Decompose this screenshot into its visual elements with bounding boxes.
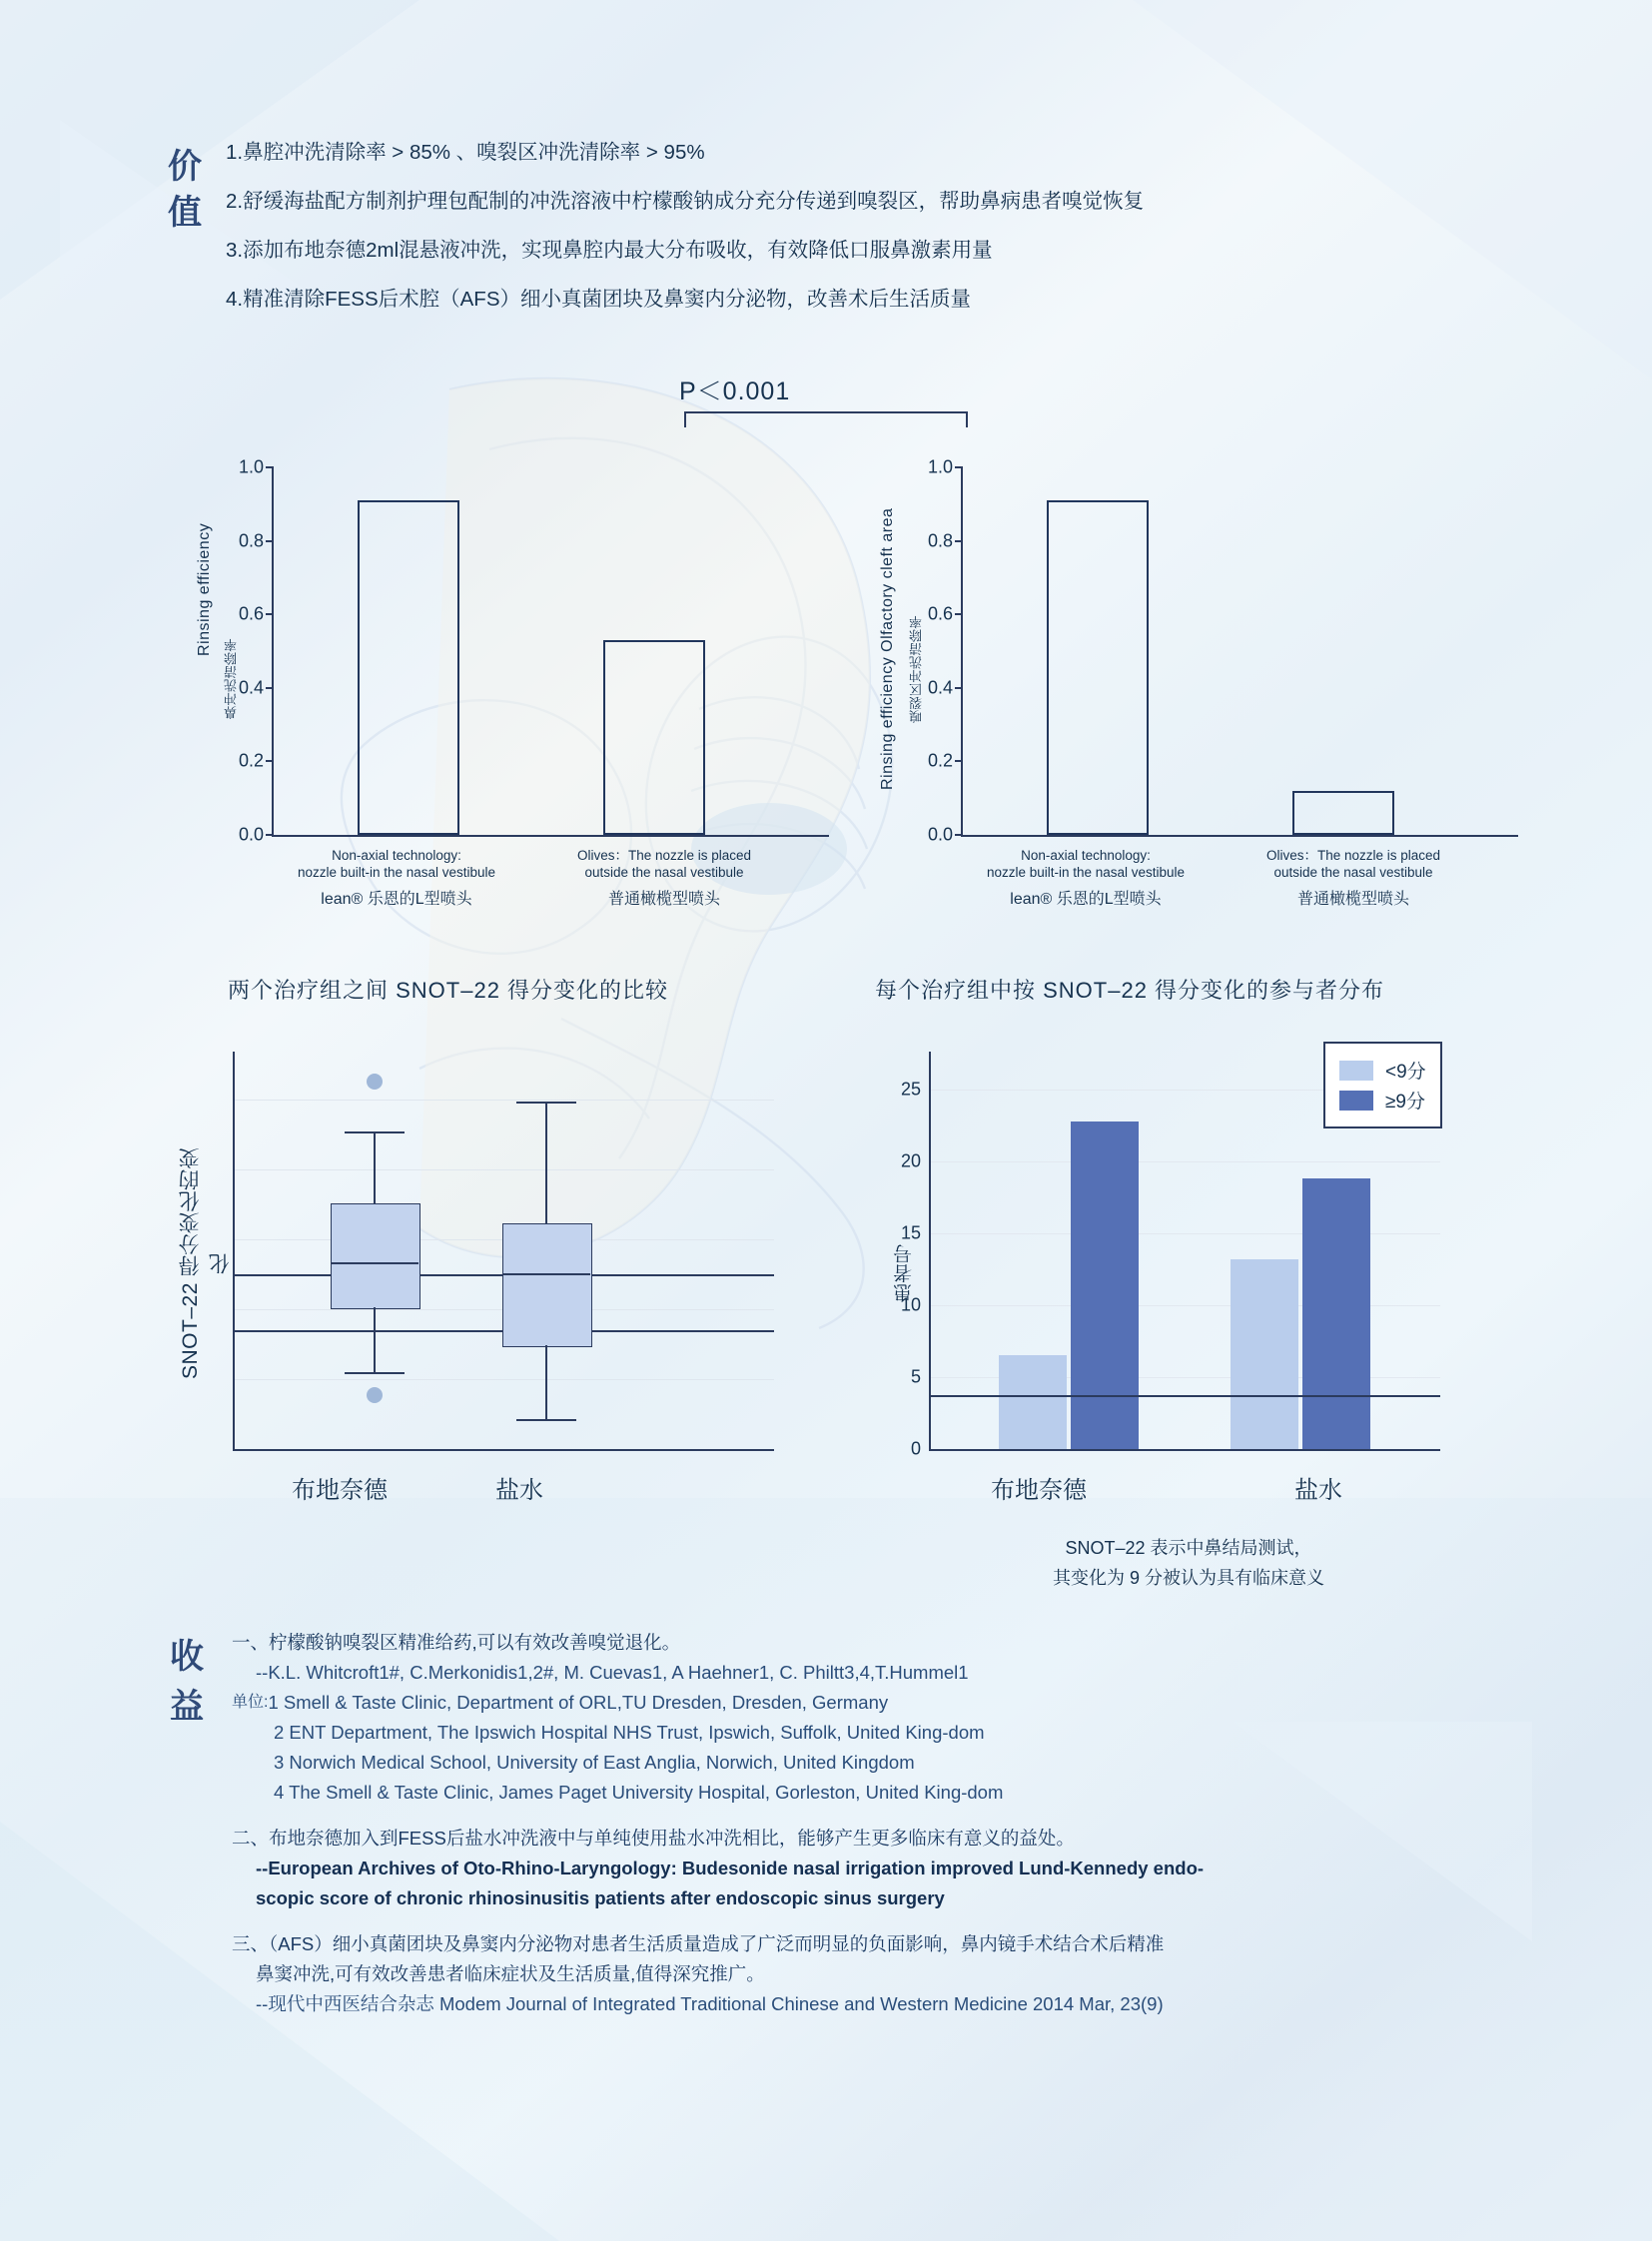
chart2-xlabel-1-cn: lean® 乐恩的L型喷头 xyxy=(1010,891,1162,908)
boxplot-outlier xyxy=(367,1074,383,1090)
benefit-item1-aff-1: 1 Smell & Taste Clinic, Department of ORL,TU Dresden, Dresden, Germany xyxy=(268,1692,889,1713)
chart2-ytick-5: 1.0 xyxy=(927,456,953,477)
value-label-char-1: 价 xyxy=(168,148,204,186)
chart1-xlabel-1: Non-axial technology: nozzle built-in the nasal vestibule lean® 乐恩的L型喷头 xyxy=(272,847,521,908)
groupedbar-legend xyxy=(1323,1042,1442,1128)
chart2-ytick-3: 0.6 xyxy=(927,603,953,624)
chart1-ytick-3: 0.6 xyxy=(238,603,264,624)
benefit-item2-ref-line1: --European Archives of Oto-Rhino-Laryngology: Budesonide nasal irrigation improved Lund-Kennedy endo- xyxy=(256,1858,1205,1878)
boxplot-box-budesonide xyxy=(331,1203,420,1309)
benefit-label-char-1: 收 xyxy=(170,1638,206,1676)
gb-ytick-0: 0 xyxy=(910,1438,921,1459)
groupedbar-y-axis-title: 患者号 xyxy=(894,1243,915,1303)
legend-item-lt9 xyxy=(1339,1057,1426,1084)
chart2-y-axis-title: Rinsing efficiency Olfactory cleft area xyxy=(879,507,896,791)
benefit-item2-title: 二、布地奈德加入到FESS后盐水冲洗液中与单纯使用盐水冲洗相比，能够产生更多临床有意义的益处。 xyxy=(232,1828,1075,1849)
chart1-ytick-0: 0.0 xyxy=(238,824,264,845)
boxplot-outlier xyxy=(367,1387,383,1403)
chart1-ytick-1: 0.2 xyxy=(238,750,264,771)
gb-ytick-4: 20 xyxy=(900,1150,921,1171)
benefit-item3-ref: --现代中西医结合杂志 Modem Journal of Integrated Traditional Chinese and Western Medicine 2014 Mar, 23(9) xyxy=(256,1993,1164,2014)
p-value-label: P＜0.001 xyxy=(679,377,791,405)
chart1-bar-1 xyxy=(358,500,459,835)
benefit-section-label xyxy=(160,1632,216,1732)
legend-label-ge9: ≥9分 xyxy=(1385,1092,1425,1113)
groupedbar-xlabel-1: 布地奈德 xyxy=(991,1477,1087,1504)
benefit-item3-title-line2: 鼻窦冲洗,可有效改善患者临床症状及生活质量,值得深究推广。 xyxy=(256,1963,765,1984)
gb-bar-budesonide-lt9 xyxy=(999,1355,1067,1449)
legend-swatch-ge9 xyxy=(1339,1091,1373,1111)
value-section xyxy=(160,128,1144,324)
value-line-2: 2.舒缓海盐配方制剂护理包配制的冲洗溶液中柠檬酸钠成分充分传递到嗅裂区，帮助鼻病患者嗅觉恢复 xyxy=(226,190,1145,213)
groupedbar-xlabel-2: 盐水 xyxy=(1294,1477,1342,1504)
groupedbar-footnote xyxy=(954,1533,1423,1593)
groupedbar-footnote-line-1: SNOT–22 表示中鼻结局测试， xyxy=(1065,1538,1312,1558)
value-line-3: 3.添加布地奈德2ml混悬液冲洗，实现鼻腔内最大分布吸收，有效降低口服鼻激素用量 xyxy=(226,239,993,262)
gb-bar-budesonide-ge9 xyxy=(1071,1121,1139,1449)
p-value-bracket xyxy=(684,411,968,427)
benefit-section-body xyxy=(232,1628,1520,2019)
chart2-y-axis-title-cn: 嗅裂区冲洗清除率 xyxy=(909,615,924,723)
legend-swatch-lt9 xyxy=(1339,1061,1373,1081)
gb-ytick-5: 25 xyxy=(900,1079,921,1100)
value-line-4: 4.精准清除FESS后术腔（AFS）细小真菌团块及鼻窦内分泌物，改善术后生活质量 xyxy=(226,288,972,311)
value-line-1: 1.鼻腔冲洗清除率 > 85% 、嗅裂区冲洗清除率 > 95% xyxy=(226,141,705,164)
chart1-ytick-2: 0.4 xyxy=(238,677,264,698)
benefit-item1-aff-2: 2 ENT Department, The Ipswich Hospital NHS Trust, Ipswich, Suffolk, United King-dom xyxy=(274,1722,985,1743)
chart1-ytick-4: 0.8 xyxy=(238,530,264,551)
groupedbar-footnote-line-2: 其变化为 9 分被认为具有临床意义 xyxy=(1052,1568,1324,1588)
benefit-label-char-2: 益 xyxy=(170,1688,206,1726)
benefit-item2-ref-line2: scopic score of chronic rhinosinusitis patients after endoscopic sinus surgery xyxy=(256,1887,945,1908)
chart1-ytick-5: 1.0 xyxy=(238,456,264,477)
chart2-ytick-4: 0.8 xyxy=(927,530,953,551)
chart2-ytick-2: 0.4 xyxy=(927,677,953,698)
chart2-plot-area xyxy=(927,456,1518,845)
value-label-char-2: 值 xyxy=(168,194,204,232)
boxplot-box-saline xyxy=(502,1223,592,1347)
chart1-y-axis-title-cn: 鼻冲洗清除率 xyxy=(224,638,239,720)
gb-bar-saline-lt9 xyxy=(1231,1259,1298,1449)
chart2-bar-1 xyxy=(1047,500,1149,835)
boxplot-y-axis-title: SNOT–22 得分变化的变化 xyxy=(179,1146,232,1380)
legend-label-lt9: <9分 xyxy=(1385,1062,1426,1083)
benefit-item1-unit-tag: 单位: xyxy=(232,1694,269,1711)
benefit-section xyxy=(160,1628,1520,2019)
gb-ytick-2: 10 xyxy=(900,1294,921,1315)
gb-ytick-1: 5 xyxy=(910,1366,921,1387)
chart1-xlabel-2: Olives：The nozzle is placed outside the nasal vestibule 普通橄榄型喷头 xyxy=(539,847,789,908)
gb-ytick-3: 15 xyxy=(900,1222,921,1243)
chart1-plot-area xyxy=(238,456,829,845)
value-section-label xyxy=(160,144,212,236)
chart2-ytick-1: 0.2 xyxy=(927,750,953,771)
chart1-xlabel-1-cn: lean® 乐恩的L型喷头 xyxy=(321,891,472,908)
chart1-y-axis-title: Rinsing efficiency xyxy=(196,522,213,656)
benefit-item1-aff-3: 3 Norwich Medical School, University of East Anglia, Norwich, United Kingdom xyxy=(274,1752,915,1773)
value-section-lines xyxy=(226,128,1144,324)
groupedbar-reference-line xyxy=(931,1395,1440,1397)
gb-bar-saline-ge9 xyxy=(1302,1178,1370,1449)
boxplot-xlabel-2: 盐水 xyxy=(495,1477,543,1504)
benefit-item1-ref: --K.L. Whitcroft1#, C.Merkonidis1,2#, M. Cuevas1, A Haehner1, C. Philtt3,4,T.Hummel1 xyxy=(256,1662,969,1683)
chart1-xlabel-2-cn: 普通橄榄型喷头 xyxy=(607,891,720,908)
chart2-xlabel-1: Non-axial technology: nozzle built-in the nasal vestibule lean® 乐恩的L型喷头 xyxy=(961,847,1211,908)
benefit-item1-aff-4: 4 The Smell & Taste Clinic, James Paget University Hospital, Gorleston, United King-dom xyxy=(274,1782,1004,1803)
boxplot-plot-area xyxy=(233,1052,774,1451)
legend-item-ge9 xyxy=(1339,1087,1426,1114)
chart1-bar-2 xyxy=(603,640,705,835)
boxplot-caption: 两个治疗组之间 SNOT–22 得分变化的比较 xyxy=(228,978,669,1003)
chart2-xlabel-2-cn: 普通橄榄型喷头 xyxy=(1296,891,1409,908)
groupedbar-caption: 每个治疗组中按 SNOT–22 得分变化的参与者分布 xyxy=(875,978,1385,1003)
benefit-item3-title-line1: 三、（AFS）细小真菌团块及鼻窦内分泌物对患者生活质量造成了广泛而明显的负面影响，鼻内镜手术结合术后精准 xyxy=(232,1933,1165,1954)
chart2-xlabel-2: Olives：The nozzle is placed outside the nasal vestibule 普通橄榄型喷头 xyxy=(1229,847,1478,908)
boxplot-xlabel-1: 布地奈德 xyxy=(292,1477,388,1504)
chart2-bar-2 xyxy=(1292,791,1394,836)
benefit-item1-title: 一、柠檬酸钠嗅裂区精准给药,可以有效改善嗅觉退化。 xyxy=(232,1632,681,1653)
chart2-ytick-0: 0.0 xyxy=(927,824,953,845)
background-facet xyxy=(1133,0,1652,379)
